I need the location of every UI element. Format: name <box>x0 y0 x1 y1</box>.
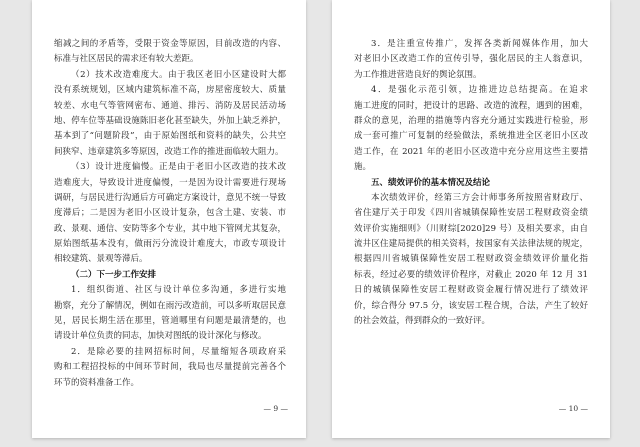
text-line: 政、景观、通信、安防等多个专业，其中地下管网尤其复杂， <box>54 223 286 234</box>
text-line: 环节的资料准备工作。 <box>54 377 140 388</box>
paragraph-technical-difficulty <box>54 68 286 160</box>
text-line: （3）设计进度偏慢。正是由于老旧小区改造的技术改 <box>71 162 286 173</box>
text-line: 施。 <box>354 162 372 173</box>
text-line: 勘察，充分了解情况，例如在雨污改造前，可以多听取居民意 <box>54 300 286 311</box>
text-line: 价，综合得分 97.5 分，该安居工程合规，合法，产生了较好 <box>354 300 588 311</box>
text-line: 缩减之间的矛盾等，受限于资金等原因，目前改造的内容、 <box>54 39 286 49</box>
text-line: 群众的意见，治理的措施等内容充分通过实践进行检验，形 <box>354 115 588 126</box>
text-line: 相较建筑、景观等滞后。 <box>54 254 148 265</box>
text-line: 标表，经过必要的绩效评价程序，对截止 2020 年 12 月 31 <box>354 269 588 280</box>
text-line: 造难度大，导致设计进度偏慢，一是因为设计需要进行现场 <box>54 177 286 188</box>
text-line: 成一套可推广可复制的经验做法，系统推进全区老旧小区改 <box>354 131 588 142</box>
text-line: 基本到了“问题阶段”，由于原始图纸和资料的缺失，公共空 <box>54 131 286 142</box>
paragraph-item-2 <box>54 345 286 391</box>
text-line: 本次绩效评价，经第三方会计师事务所按照省财政厅、 <box>371 192 588 203</box>
text-line: 调研，与居民进行沟通后方可确定方案设计，意见不统一导致 <box>54 192 286 203</box>
text-line: 的社会效益，得到群众的一致好评。 <box>354 316 491 327</box>
text-line: 3．是注重宣传推广，发挥各类新闻媒体作用，加大 <box>371 39 588 49</box>
text-line: 间狭窄、违章建筑多等原因，改造工作的推进面临较大阻力。 <box>54 146 284 157</box>
page-number: — 10 — <box>558 404 588 413</box>
text-line: 为工作推进营造良好的舆论氛围。 <box>354 69 482 80</box>
text-line: 2．是除必要的挂网招标时间，尽量缩短各项政府采 <box>71 346 286 357</box>
text-line: 请设计单位负责的同志，加快对图纸的设计深化与修改。 <box>54 331 267 342</box>
text-line: 原始图纸基本没有，做雨污分流设计难度大，市政专项设计 <box>54 239 286 250</box>
text-line: 造工作，在 2021 年的老旧小区改造中充分应用这些主要措 <box>354 146 588 157</box>
text-line: 根据四川省城镇保障性安居工程财政资金绩效评价量化指 <box>354 254 588 265</box>
text-line: 标准与社区居民的需求还有较大差距。 <box>54 54 199 65</box>
page-body <box>354 37 588 329</box>
text-line: 没有系统规划，区域内建筑标准不高，房屋密度较大、质量 <box>54 85 286 96</box>
document-page-left <box>32 0 306 438</box>
text-line: 较差、水电气等管网密布、通道、排污、消防及居民活动场 <box>54 100 286 111</box>
paragraph-item-4 <box>354 83 588 175</box>
text-line: 流井区住建局提供的相关资料，按国家有关法律法规的规定， <box>354 239 588 250</box>
page-body <box>54 37 286 391</box>
text-line: 地、停车位等基础设施陈旧老化甚至缺失，外加上缺乏养护， <box>54 115 286 126</box>
text-line: 效评价实施细则》（川财综[2020]29 号）及相关要求，由自 <box>354 223 588 234</box>
paragraph-evaluation <box>354 191 588 330</box>
text-line: 度滞后；二是因为老旧小区设计复杂，包含土建、安装、市 <box>54 208 286 219</box>
text-line: 1．组织街道、社区与设计单位多沟通，多进行实地 <box>71 285 286 296</box>
text-line: 购和工程招投标的中间环节时间，我局也尽量提前完善各个 <box>54 362 286 373</box>
text-line: 日的城镇保障性安居工程财政资金履行情况进行了绩效评 <box>354 285 588 296</box>
text-line: 对老旧小区改造工作的宣传引导，强化居民的主人翁意识， <box>354 54 588 65</box>
section-heading-evaluation: 五、绩效评价的基本情况及结论 <box>371 177 491 188</box>
paragraph-item-3 <box>354 37 588 83</box>
page-number: — 9 — <box>263 404 288 413</box>
paragraph-funding-limits <box>54 37 286 68</box>
text-line: 施工进度的同时，把设计的思路、改造的流程，遇到的困难， <box>354 100 588 111</box>
text-line: 见，居民长期生活在那里，管道哪里有问题是最清楚的，也 <box>54 316 286 327</box>
paragraph-item-1 <box>54 283 286 345</box>
text-line: （2）技术改造难度大。由于我区老旧小区建设时大都 <box>71 69 286 80</box>
text-line: 4．是强化示范引领，边推进边总结提高。在追求 <box>371 85 588 96</box>
paragraph-design-progress <box>54 160 286 268</box>
document-page-right <box>332 0 610 438</box>
text-line: 省住建厅关于印发《四川省城镇保障性安居工程财政资金绩 <box>354 208 588 219</box>
section-heading-next-steps: （二）下一步工作安排 <box>71 269 157 280</box>
